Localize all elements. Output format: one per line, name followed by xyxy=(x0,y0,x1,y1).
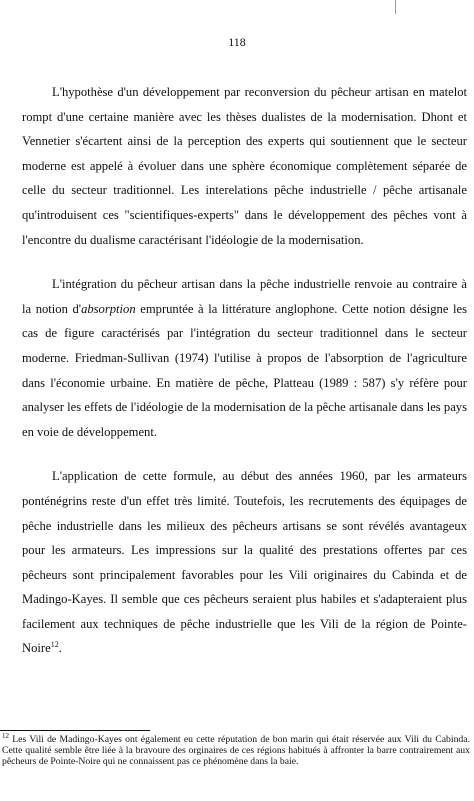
scan-mark xyxy=(395,0,396,14)
italic-term: absorption xyxy=(81,301,136,316)
paragraph-text: empruntée à la littérature anglophone. Cette notion désigne les cas de figure caractérisés par l'intégration du secteur traditionnel dans le secteur moderne. Friedman-Sullivan (1974) l'utilise à propos de l'absorption de l'agriculture dans l'économie urbaine. En matière de pêche, Platteau (1989 : 587) s'y réfère pour analyser les effets de l'idéologie de la modernisation de la pêche artisanale dans les pays en voie de développement. xyxy=(22,301,467,439)
page-number: 118 xyxy=(228,35,246,49)
footnote-number: 12 xyxy=(2,731,9,740)
footnote xyxy=(2,731,470,768)
footnote-text: Les Vili de Madingo-Kayes ont également eu cette réputation de bon marin qui était réservée aux Vili du Cabinda. Cette qualité semble être liée à la bravoure des orginaires de ces régions habitués à affronter la barre contrairement aux pêcheurs de Pointe-Noire qui ne connaissent pas ce phénomène dans la baie. xyxy=(2,734,470,768)
footnote-divider xyxy=(0,730,150,731)
body-text xyxy=(22,80,467,661)
paragraph-text: L'application de cette formule, au début des années 1960, par les armateurs ponténégrins reste d'un effet très limité. Toutefois, les recrutements des équipages de pêche industrielle dans les milieux des pêcheurs artisans se sont révélés avantageux pour les armateurs. Les impressions sur la qualité des prestations offertes par ces pêcheurs sont principalement favorables pour les Vili originaires du Cabinda et de Madingo-Kayes. Il semble que ces pêcheurs seraient plus habiles et s'adapteraient plus facilement aux techniques de pêche industrielle que les Vili de la région de Pointe-Noire xyxy=(22,469,467,656)
paragraph-text: L'hypothèse d'un développement par reconversion du pêcheur artisan en matelot rompt d'une certaine manière avec les thèses dualistes de la modernisation. Dhont et Vennetier s'écartent ainsi de la perception des experts qui soutiennent que le secteur moderne est appelé à évoluer dans une sphère économique complètement séparée de celle du secteur traditionnel. Les interelations pêche industrielle / pêche artisanale qu'introduisent ces "scientifiques-experts" dans le développement des pêches vont à l'encontre du dualisme caractérisant l'idéologie de la modernisation. xyxy=(22,85,467,247)
paragraph-text: . xyxy=(58,641,62,656)
paragraph-2 xyxy=(22,272,467,444)
footnotes xyxy=(0,730,474,768)
footnote-reference: 12 xyxy=(50,640,59,650)
paragraph-text: L'intégration du pêcheur artisan dans la pêche industrielle renvoie au contraire à la notion d' xyxy=(22,277,467,316)
paragraph-1 xyxy=(22,80,467,252)
paragraph-3 xyxy=(22,464,467,661)
